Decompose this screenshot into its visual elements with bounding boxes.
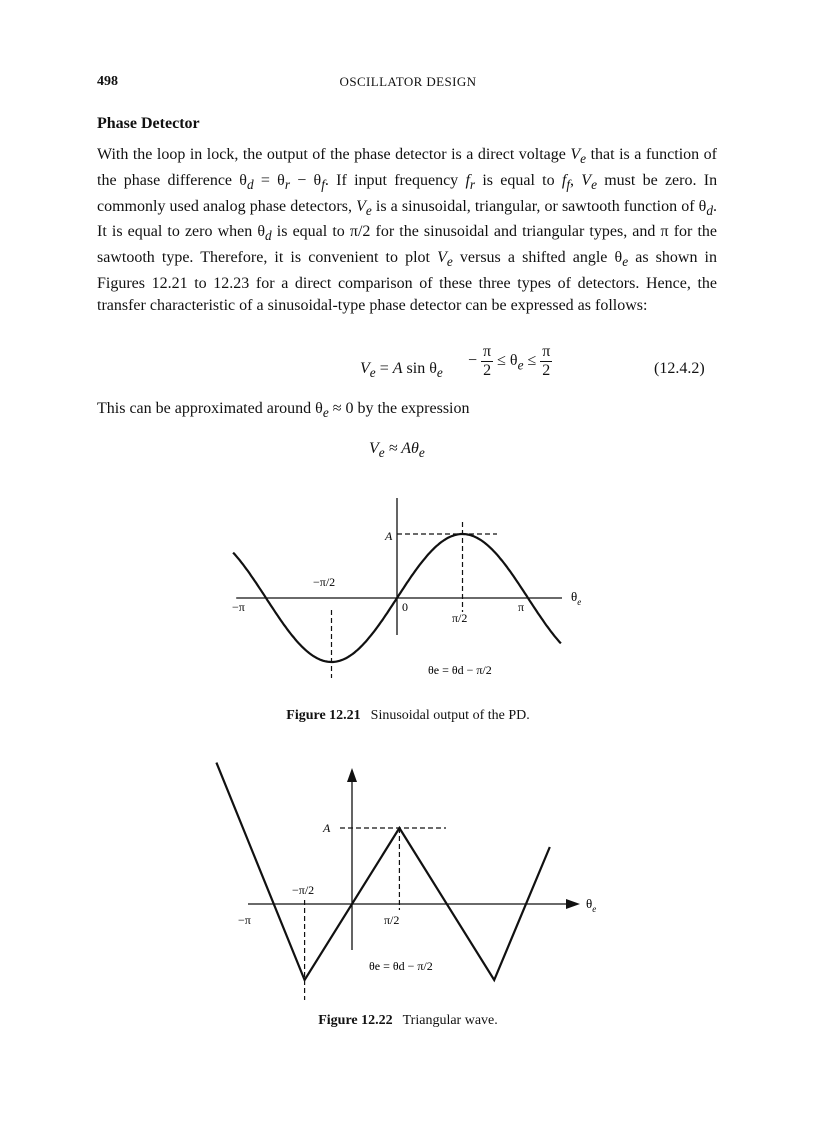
body-paragraph xyxy=(97,144,717,316)
tick-label-neg-pi: −π xyxy=(232,600,245,614)
axis-label-theta-e: $\theta_e$ xyxy=(586,896,597,914)
axis-label-theta-e: $\theta_e$ xyxy=(571,589,582,607)
tick-label-pi-half: π/2 xyxy=(384,913,400,927)
figure-triangular-plot xyxy=(0,760,816,1005)
figure-12-21-caption-text: Sinusoidal output of the PD. xyxy=(370,708,530,723)
figure-12-22-caption xyxy=(0,1013,816,1029)
equation-approx: $V_e \approx A\theta_e$ xyxy=(369,440,425,461)
triangular-series-line xyxy=(216,763,549,980)
page-number: 498 xyxy=(97,74,118,89)
running-title: OSCILLATOR DESIGN xyxy=(339,74,477,89)
section-heading: Phase Detector xyxy=(97,115,200,132)
figure-12-21-caption xyxy=(0,708,816,724)
x-axis-arrow xyxy=(566,899,580,909)
tick-label-pi: π xyxy=(518,600,525,614)
amplitude-label: A xyxy=(323,821,331,835)
y-axis-arrow xyxy=(347,768,357,782)
approximation-sentence: This can be approximated around $\theta_e \approx 0$ by the expression xyxy=(97,400,470,421)
equation-number: (12.4.2) xyxy=(654,360,705,377)
tick-label-pi-half: π/2 xyxy=(452,611,468,625)
tick-label-neg-pi-half: −π/2 xyxy=(313,575,336,589)
tick-label-neg-pi-half: −π/2 xyxy=(292,883,315,897)
figure-12-22-caption-text: Triangular wave. xyxy=(402,1013,498,1028)
figure-sinusoidal-plot xyxy=(0,490,816,700)
relation-label: θe = θd − π/2 xyxy=(369,959,433,973)
figure-12-22-number: Figure 12.22 xyxy=(318,1013,393,1028)
paragraph-text: With the loop in lock, the output of the phase detector is a direct voltage $V_e$ that is a function of the phase difference $\theta_d = \theta_r - \theta_f$. If input frequency $f_r$ is equal to $f_f$, $V_e$ must be zero. In commonly used analog phase detectors, $V_e$ is a sinusoidal, triangular, or sawtooth function of $\theta_d$. It is equal to zero when $\theta_d$ is equal to π/2 for the sinusoidal and triangular types, and π for the sawtooth type. Therefore, it is convenient to plot $V_e$ versus a shifted angle $\theta_e$ as shown in Figures 12.21 to 12.23 for a direct comparison of these three types of detectors. Hence, the transfer characteristic of a sinusoidal-type phase detector can be expressed as follows: xyxy=(97,146,718,314)
amplitude-label: A xyxy=(385,529,393,543)
equation-range: − $\frac{\pi}{2}$ ≤ $\theta_e$ ≤ $\frac{\pi}{2}$ xyxy=(468,343,551,379)
relation-label: θe = θd − π/2 xyxy=(428,663,492,677)
figure-12-21-number: Figure 12.21 xyxy=(286,708,361,723)
equation-lhs: $V_e = A$ $\sin \theta_e$ xyxy=(360,360,443,381)
tick-label-zero: 0 xyxy=(402,600,408,614)
tick-label-neg-pi: −π xyxy=(238,913,251,927)
